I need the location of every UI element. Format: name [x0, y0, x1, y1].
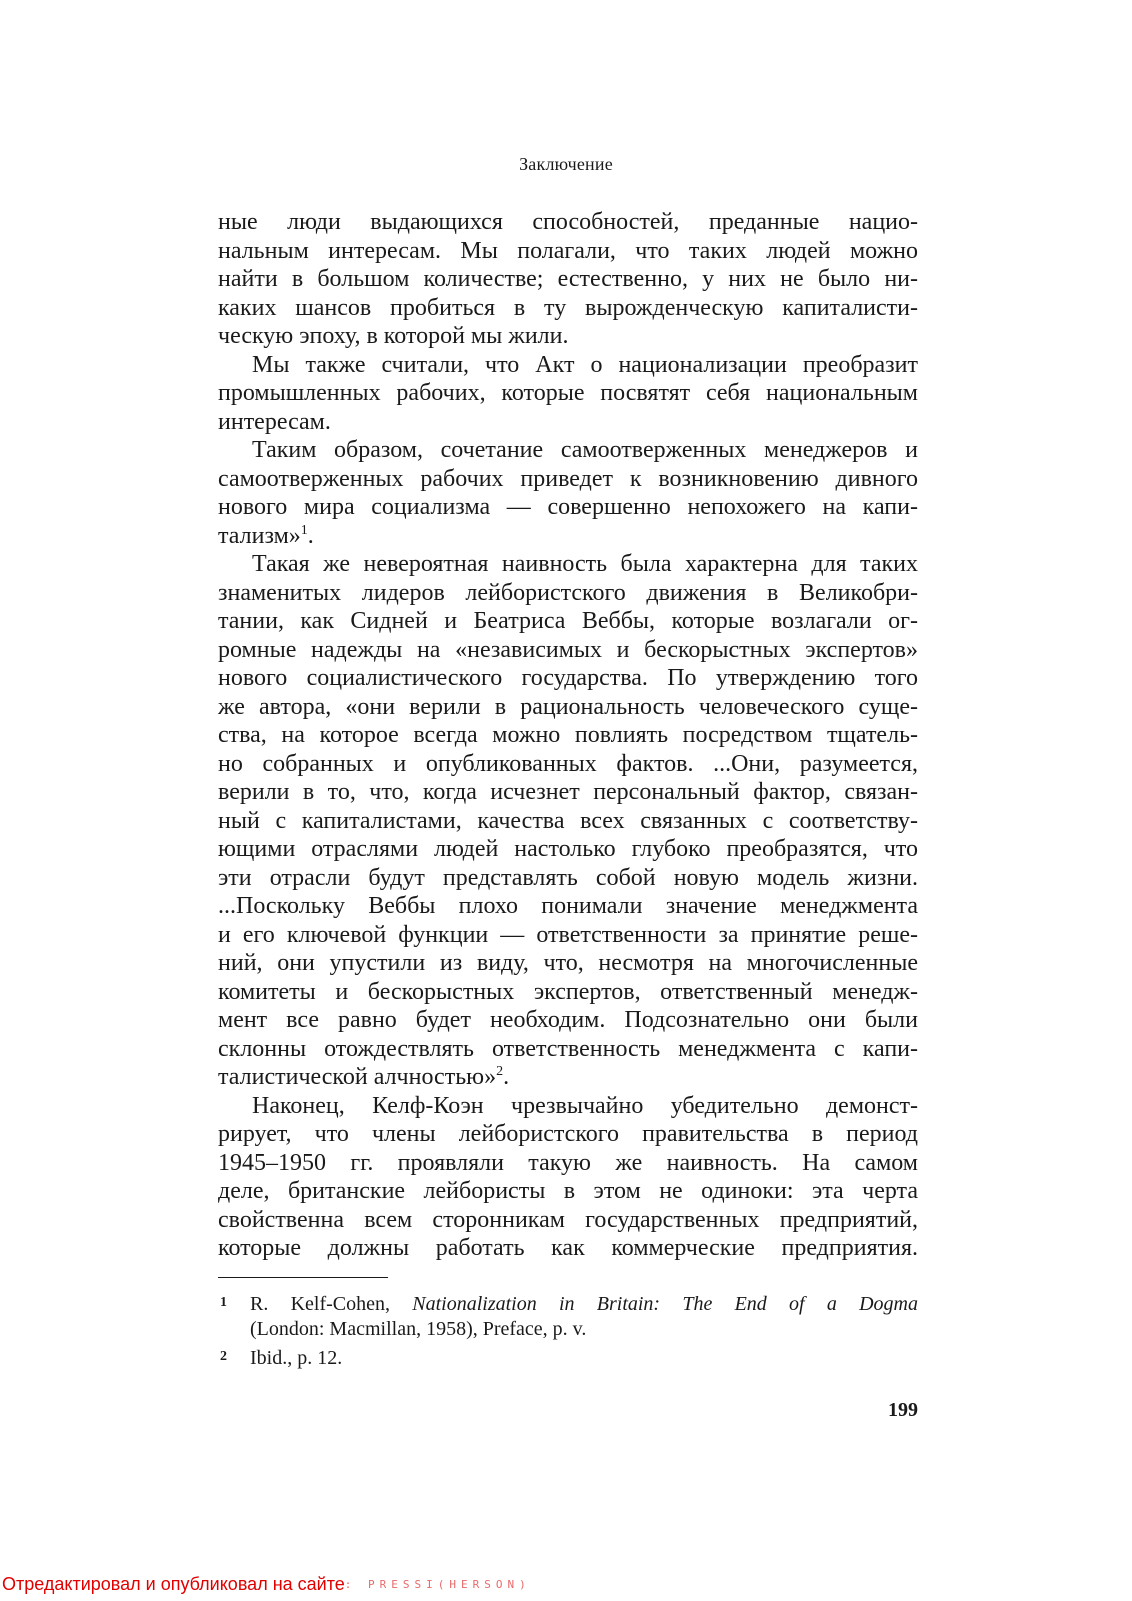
- text-line: ный с капиталистами, качества всех связанных с соответству-: [218, 807, 918, 834]
- footnote-1: [218, 1292, 918, 1342]
- footnote-ref-1[interactable]: 1: [300, 522, 308, 538]
- text-line: найти в большом количестве; естественно, у них не было ни-: [218, 266, 918, 292]
- text-line: которые должны работать как коммерческие предприятия.: [218, 1235, 918, 1261]
- text-line: ний, они упустили из виду, что, несмотря на многочисленные: [218, 950, 918, 976]
- text-line: нового мира социализма — совершенно непохожего на капи-: [218, 494, 918, 520]
- footnote-number: 1: [220, 1295, 227, 1310]
- text-line: нового социалистического государства. По утверждению того: [218, 665, 918, 691]
- footnote-line: [250, 1292, 918, 1317]
- watermark-site[interactable]: : PRESSI(HERSON): [344, 1578, 531, 1591]
- footnote-author: R. Kelf-Cohen,: [250, 1293, 413, 1315]
- paragraph-first-line: Наконец, Келф-Коэн чрезвычайно убедительно демонст-: [252, 1092, 918, 1119]
- paragraph-first-line: Такая же невероятная наивность была характерна для таких: [252, 551, 918, 577]
- text-line: нальным интересам. Мы полагали, что таких людей можно: [218, 237, 918, 264]
- text-line: 1945–1950 гг. проявляли такую же наивность. На самом: [218, 1149, 918, 1176]
- text-line: знаменитых лидеров лейбористского движения в Великобри-: [218, 579, 918, 606]
- text-line: промышленных рабочих, которые посвятят себя национальным: [218, 380, 918, 406]
- text-line: ющими отраслями людей настолько глубоко преобразятся, что: [218, 836, 918, 862]
- body-text: [218, 208, 918, 1263]
- text-line: ные люди выдающихся способностей, преданные нацио-: [218, 209, 918, 235]
- text-line: деле, британские лейбористы в этом не одиноки: эта черта: [218, 1178, 918, 1204]
- paragraph-first-line: Таким образом, сочетание самоотверженных менеджеров и: [252, 437, 918, 463]
- watermark: [2, 1574, 531, 1595]
- footnote-line: Ibid., p. 12.: [250, 1347, 343, 1369]
- text-line: тализм»$^1$.: [218, 522, 314, 549]
- text-line: ...Поскольку Веббы плохо понимали значение менеджмента: [218, 893, 918, 919]
- running-head: Заключение: [519, 154, 613, 174]
- text-line: каких шансов пробиться в ту вырожденческую капиталисти-: [218, 294, 918, 321]
- text-line: интересам.: [218, 408, 331, 435]
- footnotes: [218, 1292, 918, 1371]
- text-line: ства, на которое всегда можно повлиять посредством тщатель-: [218, 722, 918, 748]
- footnote-book-title: Nationalization in Britain: The End of a Dogma: [412, 1293, 918, 1315]
- text-line: и его ключевой функции — ответственности за принятие реше-: [218, 921, 918, 948]
- text-line: комитеты и бескорыстных экспертов, ответственный менедж-: [218, 978, 918, 1005]
- page-number: 199: [888, 1399, 918, 1421]
- text-line: ческую эпоху, в которой мы жили.: [218, 323, 569, 349]
- footnote-number: 2: [220, 1349, 227, 1364]
- text-line: эти отрасли будут представлять собой новую модель жизни.: [218, 864, 918, 891]
- footnote-2: [218, 1346, 918, 1371]
- text-line: свойственна всем сторонникам государственных предприятий,: [218, 1206, 918, 1233]
- text-line: же автора, «они верили в рациональность человеческого суще-: [218, 693, 918, 720]
- text-line: тании, как Сидней и Беатриса Веббы, которые возлагали ог-: [218, 608, 918, 634]
- text-line: склонны отождествлять ответственность менеджмента с капи-: [218, 1035, 918, 1062]
- watermark-label: Отредактировал и опубликовал на сайте: [2, 1574, 345, 1594]
- paragraph-first-line: Мы также считали, что Акт о национализации преобразит: [252, 351, 918, 378]
- footnote-line: (London: Macmillan, 1958), Preface, p. v.: [250, 1318, 587, 1340]
- text-line: ромные надежды на «независимых и бескорыстных экспертов»: [218, 636, 918, 663]
- text-line: верили в то, что, когда исчезнет персональный фактор, связан-: [218, 779, 918, 805]
- text-line: мент все равно будет необходим. Подсознательно они были: [218, 1007, 918, 1033]
- text-line: рирует, что члены лейбористского правительства в период: [218, 1121, 918, 1147]
- footnote-ref-2[interactable]: 2: [496, 1064, 504, 1079]
- footnote-divider: [218, 1277, 388, 1278]
- text-line: самоотверженных рабочих приведет к возникновению дивного: [218, 465, 918, 492]
- text-line: но собранных и опубликованных фактов. ...Они, разумеется,: [218, 750, 918, 777]
- text-line: талистической алчностью»$^2$.: [218, 1064, 510, 1090]
